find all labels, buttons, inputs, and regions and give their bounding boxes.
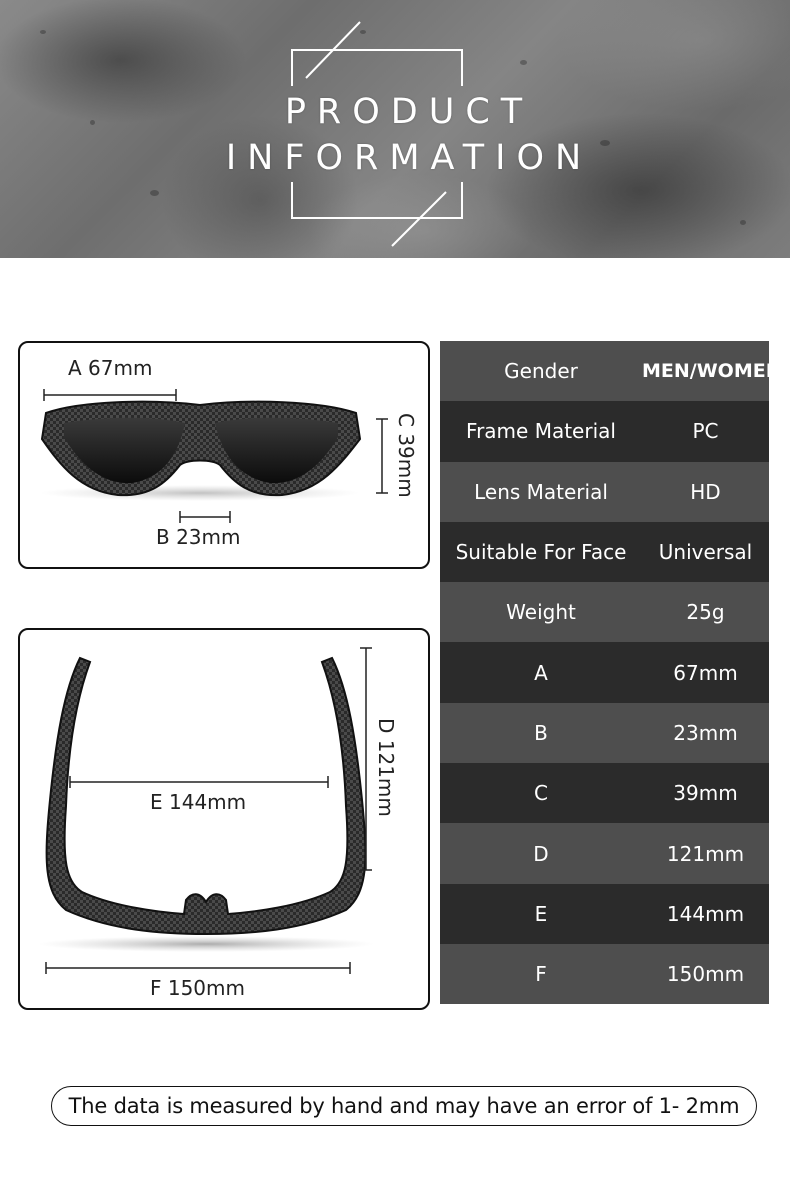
table-row — [440, 642, 769, 702]
spec-key: Lens Material — [474, 479, 608, 504]
spec-value: 121mm — [666, 841, 745, 866]
spec-value: PC — [692, 419, 719, 444]
table-row — [440, 763, 769, 823]
front-view-panel — [18, 341, 430, 569]
spec-key: A — [534, 660, 548, 685]
spec-value: 144mm — [666, 901, 745, 926]
table-row — [440, 884, 769, 944]
dimension-e-label: E 144mm — [150, 790, 247, 814]
banner-title-line2: INFORMATION — [225, 138, 593, 178]
table-row — [440, 944, 769, 1004]
spec-value: 150mm — [666, 962, 745, 987]
spec-key: D — [533, 841, 549, 866]
top-view-glasses — [20, 630, 432, 1012]
spec-value: MEN/WOMEN — [642, 360, 782, 383]
spec-value: 67mm — [673, 660, 738, 685]
spec-value: 25g — [686, 600, 725, 625]
spec-key: Frame Material — [466, 419, 616, 444]
spec-value: 39mm — [673, 781, 738, 806]
dimension-a-label: A 67mm — [68, 356, 153, 380]
spec-key: C — [534, 781, 548, 806]
dimension-c-label: C 39mm — [394, 413, 418, 498]
table-row — [440, 582, 769, 642]
dimension-d-label: D 121mm — [374, 718, 398, 817]
spec-key: F — [535, 962, 547, 987]
spec-table — [440, 341, 782, 1004]
table-row — [440, 703, 769, 763]
table-row — [440, 341, 782, 401]
spec-key: B — [534, 720, 548, 745]
table-row — [440, 462, 769, 522]
measurement-note: The data is measured by hand and may have an error of 1- 2mm — [51, 1086, 757, 1126]
table-row — [440, 823, 769, 883]
top-view-panel — [18, 628, 430, 1010]
table-row — [440, 401, 769, 461]
dimension-f-label: F 150mm — [150, 976, 245, 1000]
spec-value: 23mm — [673, 720, 738, 745]
spec-value: HD — [690, 479, 721, 504]
spec-value: Universal — [658, 540, 753, 565]
table-row — [440, 522, 769, 582]
spec-key: Weight — [506, 600, 576, 625]
dimension-b-label: B 23mm — [156, 525, 241, 549]
spec-key: E — [534, 901, 548, 926]
banner-title-line1: PRODUCT — [284, 92, 534, 132]
header-banner — [0, 0, 790, 258]
spec-key: Suitable For Face — [455, 540, 627, 565]
spec-key: Gender — [504, 359, 578, 384]
